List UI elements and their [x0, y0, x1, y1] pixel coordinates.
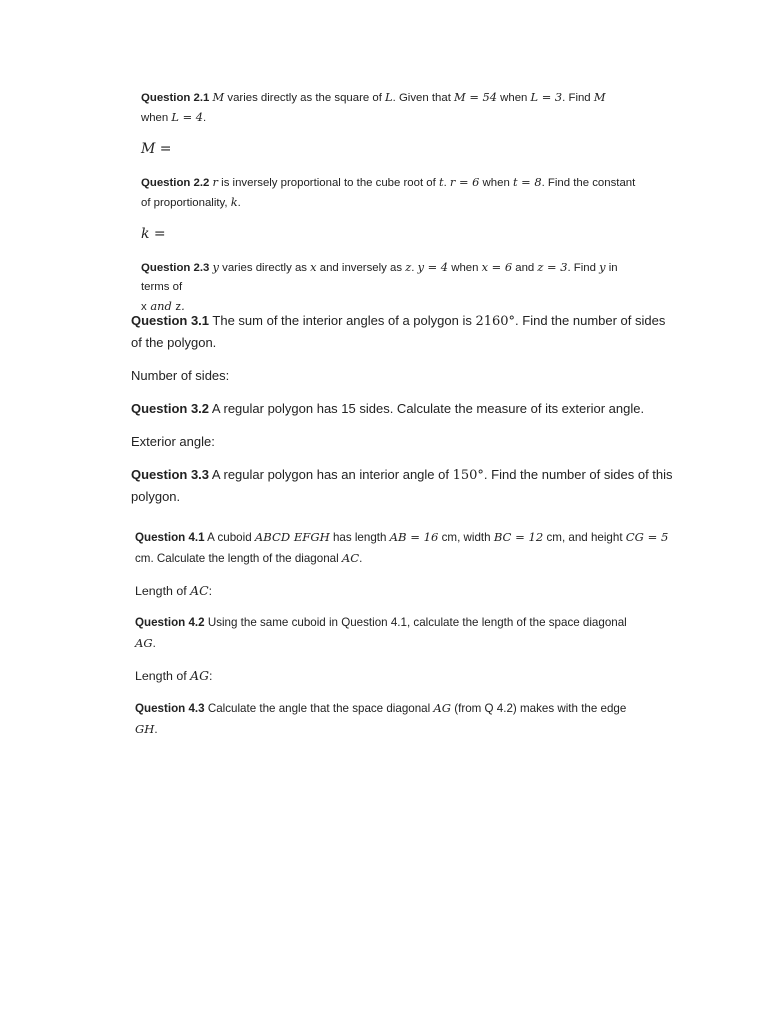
answer-label: :: [208, 584, 213, 598]
question-2-1: [141, 88, 641, 128]
section-2: [141, 88, 641, 329]
question-label: Question 4.1: [135, 531, 205, 544]
question-text: Calculate the angle that the space diagonal: [204, 702, 434, 715]
question-label: Question 2.2: [141, 177, 210, 189]
math-expr: z = 3: [537, 260, 568, 274]
question-text: .: [203, 112, 207, 124]
math-expr: M = 54: [454, 90, 497, 104]
question-text: .: [411, 262, 418, 274]
math-expr: AC: [341, 551, 360, 565]
question-text: (from Q 4.2) makes with the edge: [451, 702, 627, 715]
math-expr: k: [230, 195, 238, 209]
math-expr: 150°: [452, 468, 484, 483]
math-expr: M: [212, 90, 225, 104]
question-text: A regular polygon has an interior angle of: [209, 467, 453, 482]
answer-line-3-1: Number of sides:: [131, 368, 230, 383]
math-expr: t: [438, 175, 444, 189]
math-expr: AC: [190, 583, 209, 598]
question-text: varies directly as the square of: [224, 92, 386, 104]
question-text: x: [141, 301, 147, 313]
math-expr: CG = 5: [625, 530, 669, 544]
math-expr: AG: [135, 636, 153, 650]
question-3-2: [131, 398, 676, 419]
math-expr: ABCD EFGH: [254, 530, 330, 544]
question-text: has length: [329, 531, 390, 544]
math-expr: 2160°: [475, 314, 516, 329]
math-expr: z: [405, 260, 412, 274]
math-expr: y: [599, 260, 606, 274]
math-expr: AG: [433, 701, 452, 715]
question-text: z: [175, 301, 182, 313]
question-text: when: [448, 262, 482, 274]
math-expr: r = 6: [449, 175, 480, 189]
question-4-2: [135, 613, 670, 654]
question-text: in terms of: [141, 262, 618, 293]
question-text: varies directly as: [218, 262, 311, 274]
question-2-3: [141, 258, 641, 317]
question-text: when: [141, 112, 172, 124]
question-text: cm. Calculate the length of the diagonal: [135, 552, 342, 565]
math-expr: x = 6: [481, 260, 513, 274]
question-text: .: [359, 552, 363, 565]
question-label: Question 3.2: [131, 401, 210, 416]
answer-line-2-1: M =: [141, 141, 172, 157]
answer-line-4-1: [135, 581, 670, 601]
math-expr: GH: [135, 722, 155, 736]
question-text: .: [443, 177, 450, 189]
question-label: Question 4.2: [135, 616, 205, 629]
question-text: The sum of the interior angles of a polygon is: [209, 313, 476, 328]
question-text: is inversely proportional to the cube root of: [218, 177, 439, 189]
question-text: and inversely as: [316, 262, 406, 274]
question-3-1: [131, 310, 676, 353]
question-label: Question 3.1: [131, 313, 210, 328]
math-expr: y: [212, 260, 219, 274]
question-text: .: [237, 197, 241, 209]
question-text: . Find: [562, 92, 594, 104]
math-expr: y = 4: [417, 260, 449, 274]
math-expr: L: [385, 90, 393, 104]
question-text: . Find the number of sides of the polygon.: [131, 313, 666, 350]
math-expr: L = 3: [530, 90, 563, 104]
answer-line-2-2: k =: [141, 226, 166, 242]
math-expr: M: [593, 90, 606, 104]
question-text: .: [152, 637, 156, 650]
question-2-2: [141, 173, 641, 213]
math-expr: .: [181, 299, 185, 313]
question-text: A cuboid: [204, 531, 255, 544]
math-expr: r: [212, 175, 218, 189]
question-4-3: [135, 698, 670, 740]
question-text: and: [512, 262, 538, 274]
answer-label: :: [208, 669, 213, 683]
answer-line-3-2: Exterior angle:: [131, 434, 215, 449]
question-label: Question 3.3: [131, 467, 210, 482]
question-label: Question 4.3: [135, 702, 205, 715]
math-expr: AB = 16: [389, 530, 439, 544]
question-text: when: [479, 177, 513, 189]
math-expr: BC = 12: [493, 530, 544, 544]
answer-label: Length of: [135, 584, 191, 598]
answer-label: Length of: [135, 669, 191, 683]
question-text: cm, width: [438, 531, 494, 544]
question-3-3: [131, 464, 676, 507]
math-expr: t = 8: [512, 175, 542, 189]
section-4: [135, 527, 670, 752]
math-expr: x: [310, 260, 317, 274]
math-expr: and: [146, 299, 176, 313]
question-text: . Given that: [392, 92, 455, 104]
question-4-1: [135, 527, 670, 569]
question-text: Using the same cuboid in Question 4.1, calculate the length of the space diagonal: [204, 616, 627, 629]
question-text: A regular polygon has 15 sides. Calculate the measure of its exterior angle.: [209, 401, 645, 416]
question-text: . Find: [567, 262, 600, 274]
answer-line-4-2: [135, 666, 670, 686]
question-label: Question 2.1: [141, 92, 210, 104]
question-text: . Find the constant of proportionality,: [141, 177, 636, 209]
question-text: . Find the number of sides of this polygon.: [131, 467, 673, 504]
question-label: Question 2.3: [141, 262, 210, 274]
question-text: when: [496, 92, 531, 104]
question-text: .: [154, 723, 158, 736]
math-expr: L = 4: [171, 110, 204, 124]
question-text: cm, and height: [543, 531, 626, 544]
math-expr: AG: [190, 668, 209, 683]
section-3: [131, 310, 676, 519]
